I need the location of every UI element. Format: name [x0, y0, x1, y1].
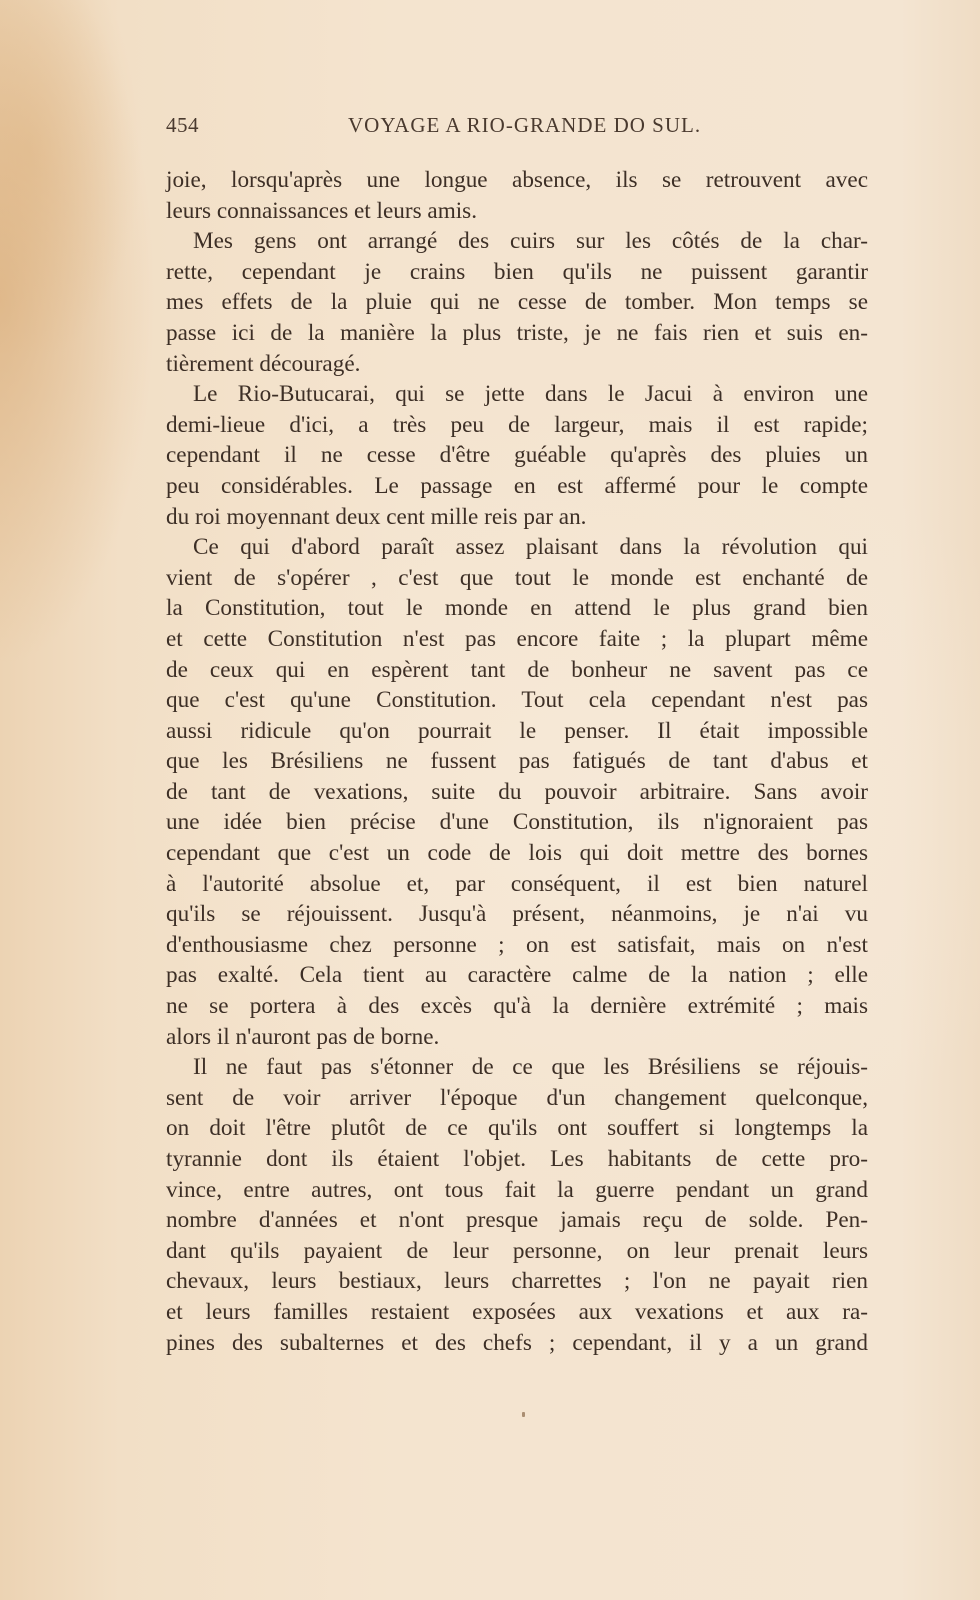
text-line: vince, entre autres, ont tous fait la guerre pendant un grand: [166, 1176, 868, 1203]
body-text: [166, 165, 868, 1358]
text-line: chevaux, leurs bestiaux, leurs charrettes ; l'on ne payait rien: [166, 1268, 868, 1295]
text-line: demi-lieue d'ici, a très peu de largeur, mais il est rapide;: [166, 411, 868, 438]
text-line: pas exalté. Cela tient au caractère calme de la nation ; elle: [166, 962, 868, 989]
text-line: Mes gens ont arrangé des cuirs sur les côtés de la char-: [193, 228, 868, 255]
text-line: joie, lorsqu'après une longue absence, ils se retrouvent avec: [166, 167, 868, 193]
text-line: pines des subalternes et des chefs ; cependant, il y a un grand: [166, 1329, 868, 1356]
text-line: passe ici de la manière la plus triste, je ne fais rien et suis en-: [166, 319, 868, 346]
text-line: peu considérables. Le passage en est affermé pour le compte: [166, 472, 868, 499]
text-line: aussi ridicule qu'on pourrait le penser. Il était impossible: [166, 717, 868, 744]
text-line: à l'autorité absolue et, par conséquent, il est bien naturel: [166, 870, 868, 897]
book-page: [166, 113, 868, 1358]
text-line: que c'est qu'une Constitution. Tout cela cependant n'est pas: [166, 687, 868, 714]
text-line: et leurs familles restaient exposées aux vexations et aux ra-: [166, 1298, 868, 1325]
text-line: Il ne faut pas s'étonner de ce que les Brésiliens se réjouis-: [193, 1054, 868, 1081]
text-line: on doit l'être plutôt de ce qu'ils ont souffert si longtemps la: [166, 1115, 868, 1142]
text-line: de ceux qui en espèrent tant de bonheur ne savent pas ce: [166, 656, 868, 683]
ink-speck: [522, 1412, 525, 1417]
text-line: cependant il ne cesse d'être guéable qu'après des pluies un: [166, 442, 868, 469]
text-line: cependant que c'est un code de lois qui doit mettre des bornes: [166, 840, 868, 867]
text-line: qu'ils se réjouissent. Jusqu'à présent, néanmoins, je n'ai vu: [166, 901, 868, 928]
text-line: nombre d'années et n'ont presque jamais reçu de solde. Pen-: [166, 1207, 868, 1234]
running-head: [166, 113, 868, 145]
text-line: Le Rio-Butucarai, qui se jette dans le Jacui à environ une: [193, 381, 868, 408]
text-line: alors il n'auront pas de borne.: [166, 1023, 440, 1050]
text-line: et cette Constitution n'est pas encore faite ; la plupart même: [166, 625, 868, 652]
running-title: VOYAGE A RIO-GRANDE DO SUL.: [348, 113, 702, 137]
text-line: tièrement découragé.: [166, 350, 361, 377]
text-line: sent de voir arriver l'époque d'un changement quelconque,: [166, 1084, 868, 1111]
text-line: dant qu'ils payaient de leur personne, on leur prenait leurs: [166, 1237, 868, 1264]
text-line: leurs connaissances et leurs amis.: [166, 197, 478, 224]
text-line: une idée bien précise d'une Constitution, ils n'ignoraient pas: [166, 809, 868, 836]
text-line: vient de s'opérer , c'est que tout le monde est enchanté de: [166, 564, 868, 591]
text-line: mes effets de la pluie qui ne cesse de tomber. Mon temps se: [166, 289, 868, 316]
text-line: tyrannie dont ils étaient l'objet. Les habitants de cette pro-: [166, 1146, 868, 1172]
text-line: que les Brésiliens ne fussent pas fatigués de tant d'abus et: [166, 748, 868, 775]
text-line: de tant de vexations, suite du pouvoir arbitraire. Sans avoir: [166, 778, 868, 805]
page-number: 454: [166, 113, 199, 137]
text-line: rette, cependant je crains bien qu'ils ne puissent garantir: [166, 258, 868, 285]
text-line: ne se portera à des excès qu'à la dernière extrémité ; mais: [166, 993, 868, 1020]
text-line: Ce qui d'abord paraît assez plaisant dans la révolution qui: [193, 534, 868, 561]
text-line: d'enthousiasme chez personne ; on est satisfait, mais on n'est: [166, 931, 868, 958]
text-line: du roi moyennant deux cent mille reis par an.: [166, 503, 587, 530]
text-line: la Constitution, tout le monde en attend le plus grand bien: [166, 595, 868, 622]
